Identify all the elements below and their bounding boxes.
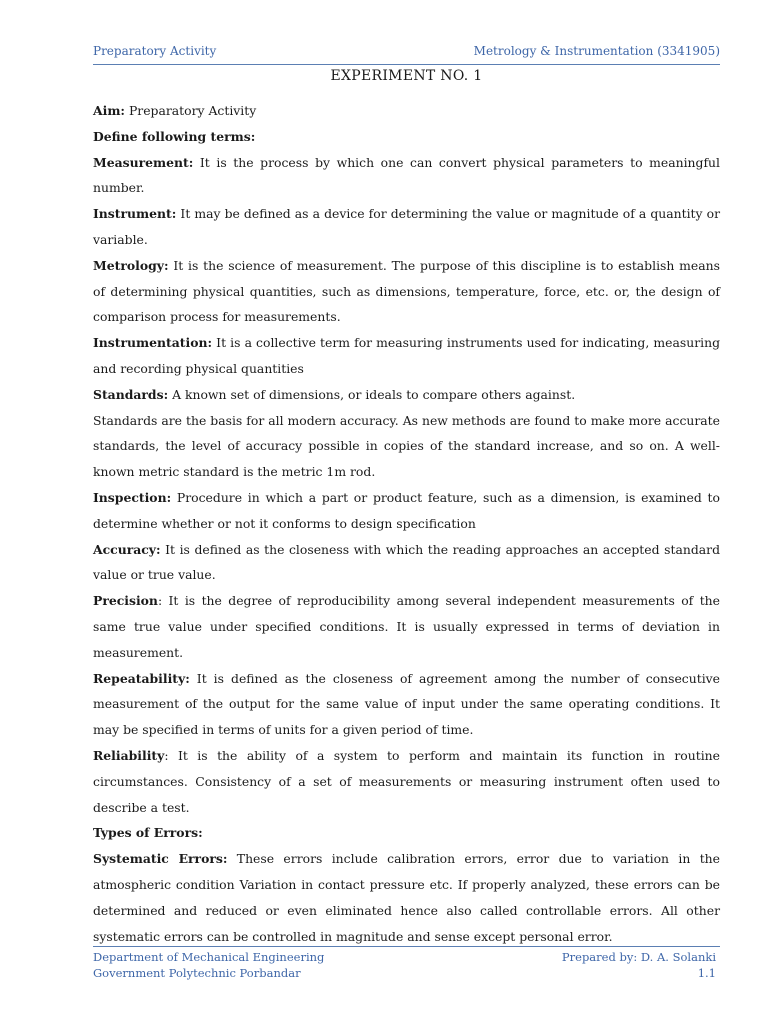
aim-label: Aim: <box>93 103 126 118</box>
define-heading-text: Define following terms: <box>93 128 256 144</box>
metrology-paragraph <box>93 253 720 330</box>
instrumentation-paragraph <box>93 330 720 382</box>
standards-label: Standards: <box>93 386 169 402</box>
inspection-paragraph <box>93 485 720 537</box>
aim-paragraph <box>93 98 720 124</box>
accuracy-label: Accuracy: <box>93 541 161 557</box>
instrument-label: Instrument: <box>93 206 177 222</box>
measurement-paragraph <box>93 150 720 202</box>
repeatability-label: Repeatability: <box>93 670 190 686</box>
standards-explanation: Standards are the basis for all modern accuracy. As new methods are found to make more accurate standards, the level of accuracy possible in copies of the standard increase, and so on. A well-known metric standard is the metric 1m rod. <box>93 412 720 480</box>
accuracy-paragraph <box>93 537 720 589</box>
errors-heading <box>93 820 720 846</box>
metrology-text: It is the science of measurement. The purpose of this discipline is to establish means of determining physical quantities, such as dimensions, temperature, force, etc. or, the design of comparison process for measurements. <box>93 257 720 325</box>
standards-paragraph <box>93 382 720 408</box>
repeatability-text: It is defined as the closeness of agreement among the number of consecutive measurement of the output for the same value of input under the same operating conditions. It may be specified in terms of units for a given period of time. <box>93 670 720 738</box>
document-body <box>93 98 720 949</box>
metrology-label: Metrology: <box>93 257 169 273</box>
experiment-title: EXPERIMENT NO. 1 <box>330 68 483 84</box>
precision-text: : It is the degree of reproducibility among several independent measurements of the same true value under specified conditions. It is usually expressed in terms of deviation in measurement. <box>93 593 720 660</box>
precision-label: Precision <box>93 593 158 609</box>
inspection-text: Procedure in which a part or product feature, such as a dimension, is examined to determine whether or not it conforms to design specification <box>93 489 720 531</box>
footer-prepared-by: Prepared by: D. A. Solanki <box>561 950 716 964</box>
header-section-title: Preparatory Activity <box>93 44 217 58</box>
reliability-label: Reliability <box>93 747 165 763</box>
footer-department: Department of Mechanical Engineering <box>93 950 325 964</box>
repeatability-paragraph <box>93 666 720 743</box>
systematic-label: Systematic Errors: <box>93 851 228 867</box>
precision-paragraph <box>93 588 720 665</box>
instrument-paragraph <box>93 201 720 253</box>
document-page <box>93 0 720 1024</box>
reliability-text: : It is the ability of a system to perform and maintain its function in routine circumstances. Consistency of a set of measurements or measuring instrument often used to describe a test. <box>93 747 720 815</box>
aim-text: Preparatory Activity <box>125 103 257 118</box>
inspection-label: Inspection: <box>93 489 172 505</box>
header-course-title: Metrology & Instrumentation (3341905) <box>473 44 720 58</box>
define-heading <box>93 124 720 150</box>
instrument-text: It may be defined as a device for determining the value or magnitude of a quantity or variable. <box>93 206 720 247</box>
errors-heading-text: Types of Errors: <box>93 825 203 841</box>
accuracy-text: It is defined as the closeness with which the reading approaches an accepted standard value or true value. <box>93 541 720 583</box>
systematic-text: These errors include calibration errors, error due to variation in the atmospheric condition Variation in contact pressure etc. If properly analyzed, these errors can be determined and reduced or even eliminated hence also called controllable errors. All other systematic errors can be controlled in magnitude and sense except personal error. <box>93 851 720 944</box>
reliability-paragraph <box>93 743 720 820</box>
systematic-errors-paragraph <box>93 846 720 949</box>
measurement-label: Measurement: <box>93 154 194 170</box>
footer-page-number: 1.1 <box>697 966 716 980</box>
instrumentation-text: It is a collective term for measuring instruments used for indicating, measuring and recording physical quantities <box>93 335 720 376</box>
page-footer <box>93 946 720 981</box>
standards-text: A known set of dimensions, or ideals to compare others against. <box>168 386 576 402</box>
instrumentation-label: Instrumentation: <box>93 335 213 351</box>
footer-college: Government Polytechnic Porbandar <box>93 966 301 980</box>
measurement-text: It is the process by which one can convert physical parameters to meaningful number. <box>93 154 720 196</box>
page-header <box>93 42 720 65</box>
